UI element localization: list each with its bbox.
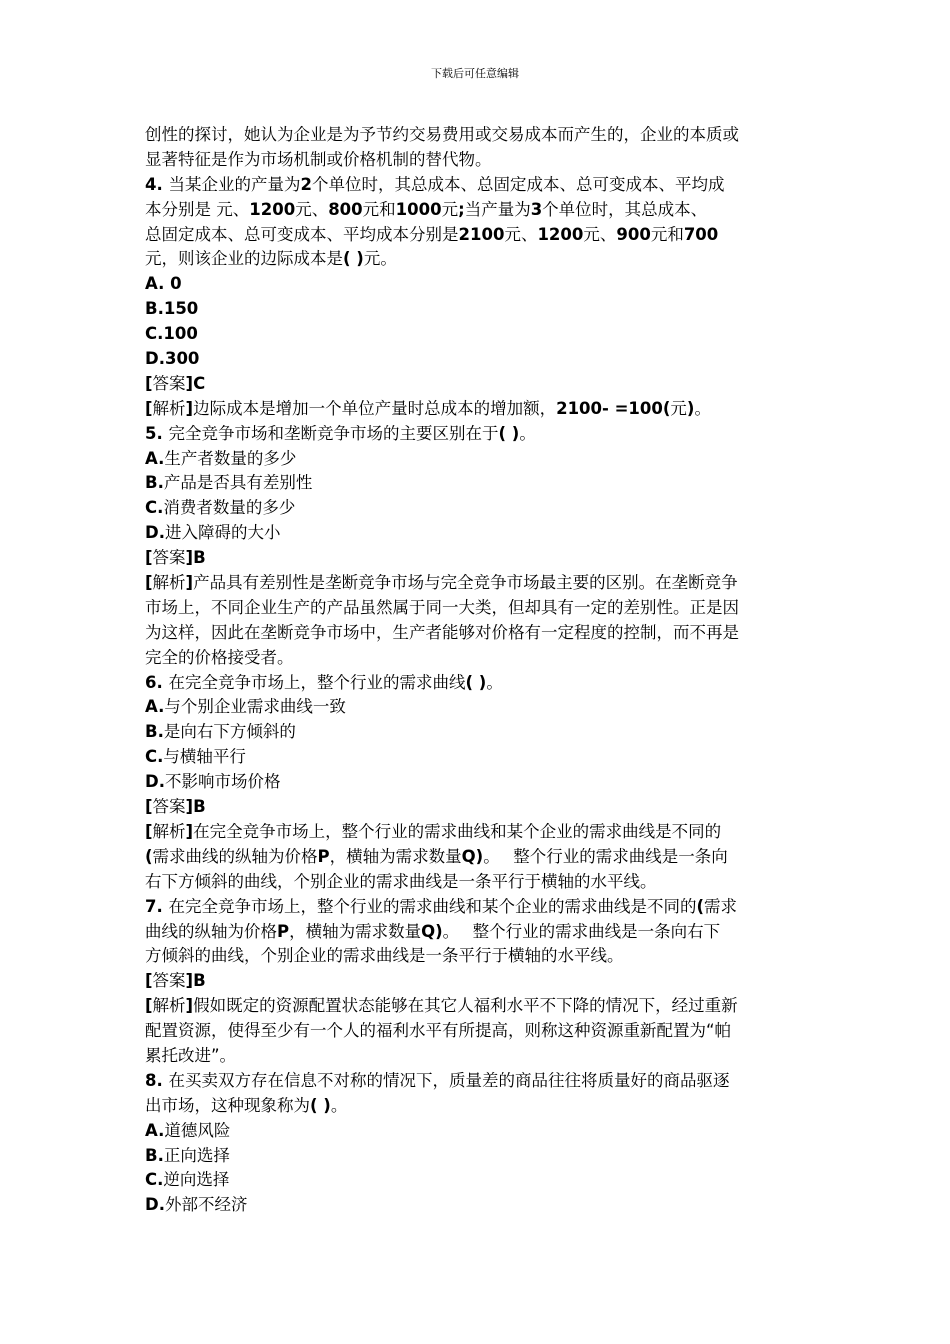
text-line xyxy=(145,969,815,994)
text-line xyxy=(145,920,815,945)
text-run: 元，则该企业的边际成本是 xyxy=(145,249,343,269)
text-run: 当产量为 xyxy=(464,199,531,219)
text-run: ( xyxy=(145,846,153,866)
text-run: [ xyxy=(145,797,153,817)
text-run: [ xyxy=(145,548,153,568)
text-run: 总固定成本、总可变成本、平均成本分别是 xyxy=(145,224,459,244)
text-run: 需求 xyxy=(704,896,738,916)
text-run: 方倾斜的曲线，个别企业的需求曲线是一条平行于横轴的水平线。 xyxy=(145,946,624,966)
text-run: 道德风险 xyxy=(164,1120,231,1140)
text-line xyxy=(145,123,815,148)
text-run: 。 整个行业的需求曲线是一条向右下 xyxy=(442,921,721,941)
text-run: 解析 xyxy=(152,398,186,418)
text-run: [ xyxy=(145,821,153,841)
text-run: 6. xyxy=(145,672,169,692)
text-run: ]B xyxy=(185,548,206,568)
text-line xyxy=(145,1168,815,1193)
text-line xyxy=(145,347,815,372)
text-line xyxy=(145,621,815,646)
text-run: D. xyxy=(145,1195,165,1215)
text-run: 。 xyxy=(694,398,711,418)
text-run: C. xyxy=(145,747,164,767)
text-run: 进入障碍的大小 xyxy=(164,523,281,543)
text-run: 4. xyxy=(145,174,169,194)
text-run: 2 xyxy=(300,174,312,194)
text-line xyxy=(145,397,815,422)
text-run: 配置资源，使得至少有一个人的福利水平有所提高，则称这种资源重新配置为“帕 xyxy=(145,1021,732,1041)
text-run: 创性的探讨，她认为企业是为予节约交易费用或交易成本而产生的，企业的本质或 xyxy=(145,125,739,144)
text-run: 市场上，不同企业生产的产品虽然属于同一大类，但却具有一定的差别性。正是因 xyxy=(145,597,739,617)
text-run: 不影响市场价格 xyxy=(164,772,281,792)
text-run: 元、 xyxy=(295,199,329,219)
text-line xyxy=(145,198,815,223)
text-run: 本分别是 元、 xyxy=(145,199,250,219)
text-run: ]B xyxy=(185,797,206,817)
page-header: 下载后可任意编辑 xyxy=(431,67,519,80)
text-line xyxy=(145,148,815,173)
text-run: 右下方倾斜的曲线，个别企业的需求曲线是一条平行于横轴的水平线。 xyxy=(145,871,657,891)
text-line xyxy=(145,471,815,496)
text-run: 完全的价格接受者。 xyxy=(145,647,294,667)
text-run: 5. xyxy=(145,423,169,443)
text-run: 答案 xyxy=(152,548,186,568)
text-run: 累托改进”。 xyxy=(145,1045,237,1065)
text-run: Q) xyxy=(421,921,443,941)
text-line xyxy=(145,695,815,720)
text-run: ] xyxy=(185,996,194,1016)
text-line xyxy=(145,596,815,621)
text-run: 为这样，因此在垄断竞争市场中，生产者能够对价格有一定程度的控制，而不再是 xyxy=(145,622,739,642)
text-line xyxy=(145,1044,815,1069)
text-run: ) xyxy=(686,398,695,418)
text-line xyxy=(145,994,815,1019)
text-run: 900 xyxy=(616,224,651,244)
text-run: 答案 xyxy=(152,971,186,991)
text-run: ，横轴为需求数量 xyxy=(289,921,422,941)
text-run: B. xyxy=(145,1145,164,1165)
text-run: A. xyxy=(145,697,165,717)
text-line xyxy=(145,770,815,795)
text-run: 需求曲线的纵轴为价格 xyxy=(152,846,318,866)
text-run: ( ) xyxy=(498,423,520,443)
text-run: ] xyxy=(185,573,194,593)
text-run: 2100- =100( xyxy=(556,398,671,418)
text-run: Q) xyxy=(461,846,484,866)
text-run: 在完全竞争市场上，整个行业的需求曲线和某个企业的需求曲线是不同的 xyxy=(193,821,722,841)
text-line xyxy=(145,247,815,272)
text-run: 1200 xyxy=(537,224,584,244)
text-run: 元 xyxy=(670,398,687,418)
text-run: 假如既定的资源配置状态能够在其它人福利水平不下降的情况下，经过重新 xyxy=(193,996,738,1016)
text-run: ]C xyxy=(185,373,206,393)
text-run: ( xyxy=(696,896,705,916)
text-run: 产品具有差别性是垄断竞争市场与完全竞争市场最主要的区别。在垄断竞争 xyxy=(193,573,738,593)
text-run: [ xyxy=(145,398,153,418)
text-run: 元和 xyxy=(362,199,396,219)
text-run: 。 整个行业的需求曲线是一条向 xyxy=(483,846,728,866)
text-run: ( ) xyxy=(343,249,364,269)
text-line xyxy=(145,546,815,571)
text-line xyxy=(145,820,815,845)
text-run: A. 0 xyxy=(145,274,182,294)
text-run: 在完全竞争市场上，整个行业的需求曲线和某个企业的需求曲线是不同的 xyxy=(168,896,697,916)
text-line xyxy=(145,173,815,198)
text-run: 元、 xyxy=(583,224,617,244)
text-line xyxy=(145,1144,815,1169)
text-run: 出市场，这种现象称为 xyxy=(145,1095,310,1115)
text-line xyxy=(145,1193,815,1218)
text-run: [ xyxy=(145,996,153,1016)
text-run: 700 xyxy=(683,224,719,244)
text-run: ] xyxy=(185,398,194,418)
text-run: 。 xyxy=(330,1095,348,1115)
text-line xyxy=(145,322,815,347)
text-run: [ xyxy=(145,573,153,593)
text-line xyxy=(145,1119,815,1144)
text-run: 个单位时，其总成本、 xyxy=(542,199,708,219)
text-run: 解析 xyxy=(152,573,186,593)
text-line xyxy=(145,646,815,671)
text-run: 元。 xyxy=(363,249,397,269)
text-run: ，横轴为需求数量 xyxy=(329,846,462,866)
text-run: 8. xyxy=(145,1070,169,1090)
text-run: P xyxy=(317,846,330,866)
text-line xyxy=(145,1019,815,1044)
text-run: 7. xyxy=(145,896,169,916)
text-run: 显著特征是作为市场机制或价格机制的替代物。 xyxy=(145,149,492,169)
text-run: 元 xyxy=(441,199,459,219)
text-run: 消费者数量的多少 xyxy=(163,498,296,518)
text-line xyxy=(145,272,815,297)
text-run: 个单位时，其总成本、总固定成本、总可变成本、平均成 xyxy=(311,174,725,194)
text-line xyxy=(145,895,815,920)
text-run: D. xyxy=(145,772,165,792)
text-line xyxy=(145,795,815,820)
text-run: ] xyxy=(185,821,194,841)
text-line xyxy=(145,372,815,397)
text-run: ]B xyxy=(185,971,206,991)
text-run: 边际成本是增加一个单位产量时总成本的增加额， xyxy=(193,398,557,418)
text-line xyxy=(145,521,815,546)
text-run: ( ) xyxy=(310,1095,331,1115)
text-run: 与个别企业需求曲线一致 xyxy=(164,697,346,717)
text-line xyxy=(145,870,815,895)
text-run: [ xyxy=(145,971,153,991)
text-line xyxy=(145,944,815,969)
text-line xyxy=(145,745,815,770)
text-run: A. xyxy=(145,448,165,468)
text-run: C. xyxy=(145,498,164,518)
text-line xyxy=(145,496,815,521)
text-run: 当某企业的产量为 xyxy=(168,174,301,194)
text-run: 1200 xyxy=(249,199,296,219)
text-run: 元和 xyxy=(650,224,684,244)
text-line xyxy=(145,671,815,696)
text-run: 答案 xyxy=(152,373,186,393)
text-run: 产品是否具有差别性 xyxy=(163,473,313,493)
text-line xyxy=(145,422,815,447)
text-run: A. xyxy=(145,1120,165,1140)
text-run: 。 xyxy=(519,423,536,443)
text-run: C. xyxy=(145,1170,164,1190)
text-run: 1000 xyxy=(395,199,442,219)
text-run: 正向选择 xyxy=(163,1145,230,1165)
text-run: 解析 xyxy=(152,821,186,841)
text-run: ( ) xyxy=(465,672,487,692)
text-line xyxy=(145,223,815,248)
text-run: 在完全竞争市场上，整个行业的需求曲线 xyxy=(168,672,466,692)
text-line xyxy=(145,720,815,745)
text-line xyxy=(145,447,815,472)
text-run: 是向右下方倾斜的 xyxy=(163,722,296,742)
text-line xyxy=(145,845,815,870)
text-run: 完全竞争市场和垄断竞争市场的主要区别在于 xyxy=(168,423,499,443)
text-run: B.150 xyxy=(145,299,199,319)
text-run: 解析 xyxy=(152,996,186,1016)
text-run: D.300 xyxy=(145,349,200,369)
text-run: 外部不经济 xyxy=(164,1195,248,1215)
text-run: 曲线的纵轴为价格 xyxy=(145,921,277,941)
text-run: B. xyxy=(145,722,164,742)
text-run: 。 xyxy=(486,672,503,692)
text-run: 逆向选择 xyxy=(163,1170,230,1190)
text-run: P xyxy=(277,921,290,941)
text-run: 800 xyxy=(328,199,363,219)
text-line xyxy=(145,1094,815,1119)
text-run: C.100 xyxy=(145,324,198,344)
text-run: 元、 xyxy=(504,224,538,244)
text-run: 与横轴平行 xyxy=(163,747,246,767)
text-run: 3 xyxy=(530,199,543,219)
text-run: B. xyxy=(145,473,164,493)
text-run: D. xyxy=(145,523,165,543)
text-run: [ xyxy=(145,373,153,393)
text-line xyxy=(145,571,815,596)
text-line xyxy=(145,297,815,322)
text-run: 2100 xyxy=(458,224,505,244)
text-run: ; xyxy=(458,199,465,219)
text-line xyxy=(145,1069,815,1094)
text-run: 生产者数量的多少 xyxy=(164,448,297,468)
document-body xyxy=(145,123,815,1218)
text-run: 在买卖双方存在信息不对称的情况下，质量差的商品往往将质量好的商品驱逐 xyxy=(168,1070,730,1090)
text-run: 答案 xyxy=(152,797,186,817)
